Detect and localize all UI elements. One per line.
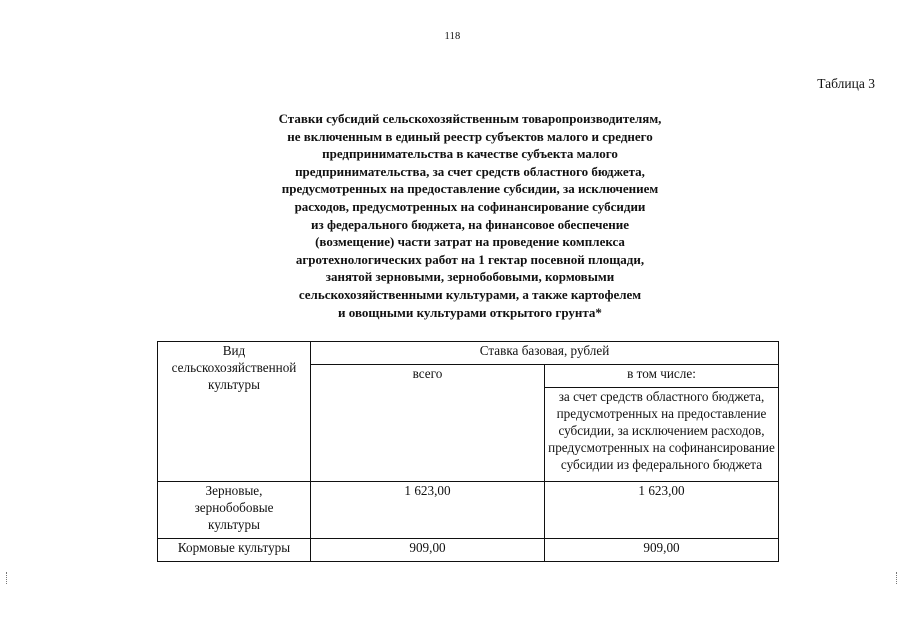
table-label: Таблица 3 (817, 76, 875, 91)
crop-line: культуры (208, 517, 260, 532)
header-line: за счет средств областного бюджета, (558, 389, 765, 404)
subsidy-rates-table (157, 341, 779, 562)
title-line: предпринимательства в качестве субъекта малого (322, 146, 618, 162)
page-number: 118 (444, 31, 461, 42)
including-header: в том числе: (545, 365, 779, 388)
header-line: Вид (222, 343, 246, 358)
title-line: предусмотренных на предоставление субсидии, за исключением (281, 181, 659, 197)
regional-budget-header (545, 388, 779, 482)
header-line: субсидии из федерального бюджета (560, 457, 763, 472)
title-line: и овощными культурами открытого грунта* (338, 304, 602, 320)
table-row (158, 539, 779, 562)
header-line: культуры (208, 377, 260, 392)
header-line: субсидии, за исключением расходов, (558, 423, 765, 438)
crop-line: Зерновые, (205, 483, 263, 498)
total-rate-cell: 909,00 (311, 539, 545, 562)
base-rate-header: Ставка базовая, рублей (311, 342, 779, 365)
crop-line: зернобобовые (194, 500, 274, 515)
regional-rate-cell: 909,00 (545, 539, 779, 562)
title-line: сельскохозяйственными культурами, а также картофелем (298, 286, 642, 302)
scan-edge-mark (896, 572, 899, 584)
crop-name-cell (158, 539, 311, 562)
document-title (235, 110, 705, 321)
title-line: агротехнологических работ на 1 гектар посевной площади, (295, 251, 645, 267)
title-line: расходов, предусмотренных на софинансирование субсидии (294, 198, 646, 214)
title-line: предпринимательства, за счет средств областного бюджета, (295, 163, 645, 179)
title-line: занятой зерновыми, зернобобовыми, кормовыми (325, 269, 615, 285)
header-line: предусмотренных на софинансирование (548, 440, 775, 455)
crop-type-header (158, 342, 311, 482)
crop-name-cell (158, 482, 311, 539)
table-row (158, 482, 779, 539)
crop-line: Кормовые культуры (177, 540, 291, 555)
title-line: не включенным в единый реестр субъектов малого и среднего (287, 128, 653, 144)
title-line: (возмещение) части затрат на проведение комплекса (315, 234, 625, 250)
header-line: сельскохозяйственной (171, 360, 297, 375)
total-header: всего (311, 365, 545, 482)
scan-edge-mark (6, 572, 9, 584)
header-row (158, 342, 779, 365)
title-line: Ставки субсидий сельскохозяйственным товаропроизводителям, (278, 111, 662, 126)
header-line: предусмотренных на предоставление (556, 406, 767, 421)
title-line: из федерального бюджета, на финансовое обеспечение (311, 216, 629, 232)
regional-rate-cell: 1 623,00 (545, 482, 779, 539)
total-rate-cell: 1 623,00 (311, 482, 545, 539)
